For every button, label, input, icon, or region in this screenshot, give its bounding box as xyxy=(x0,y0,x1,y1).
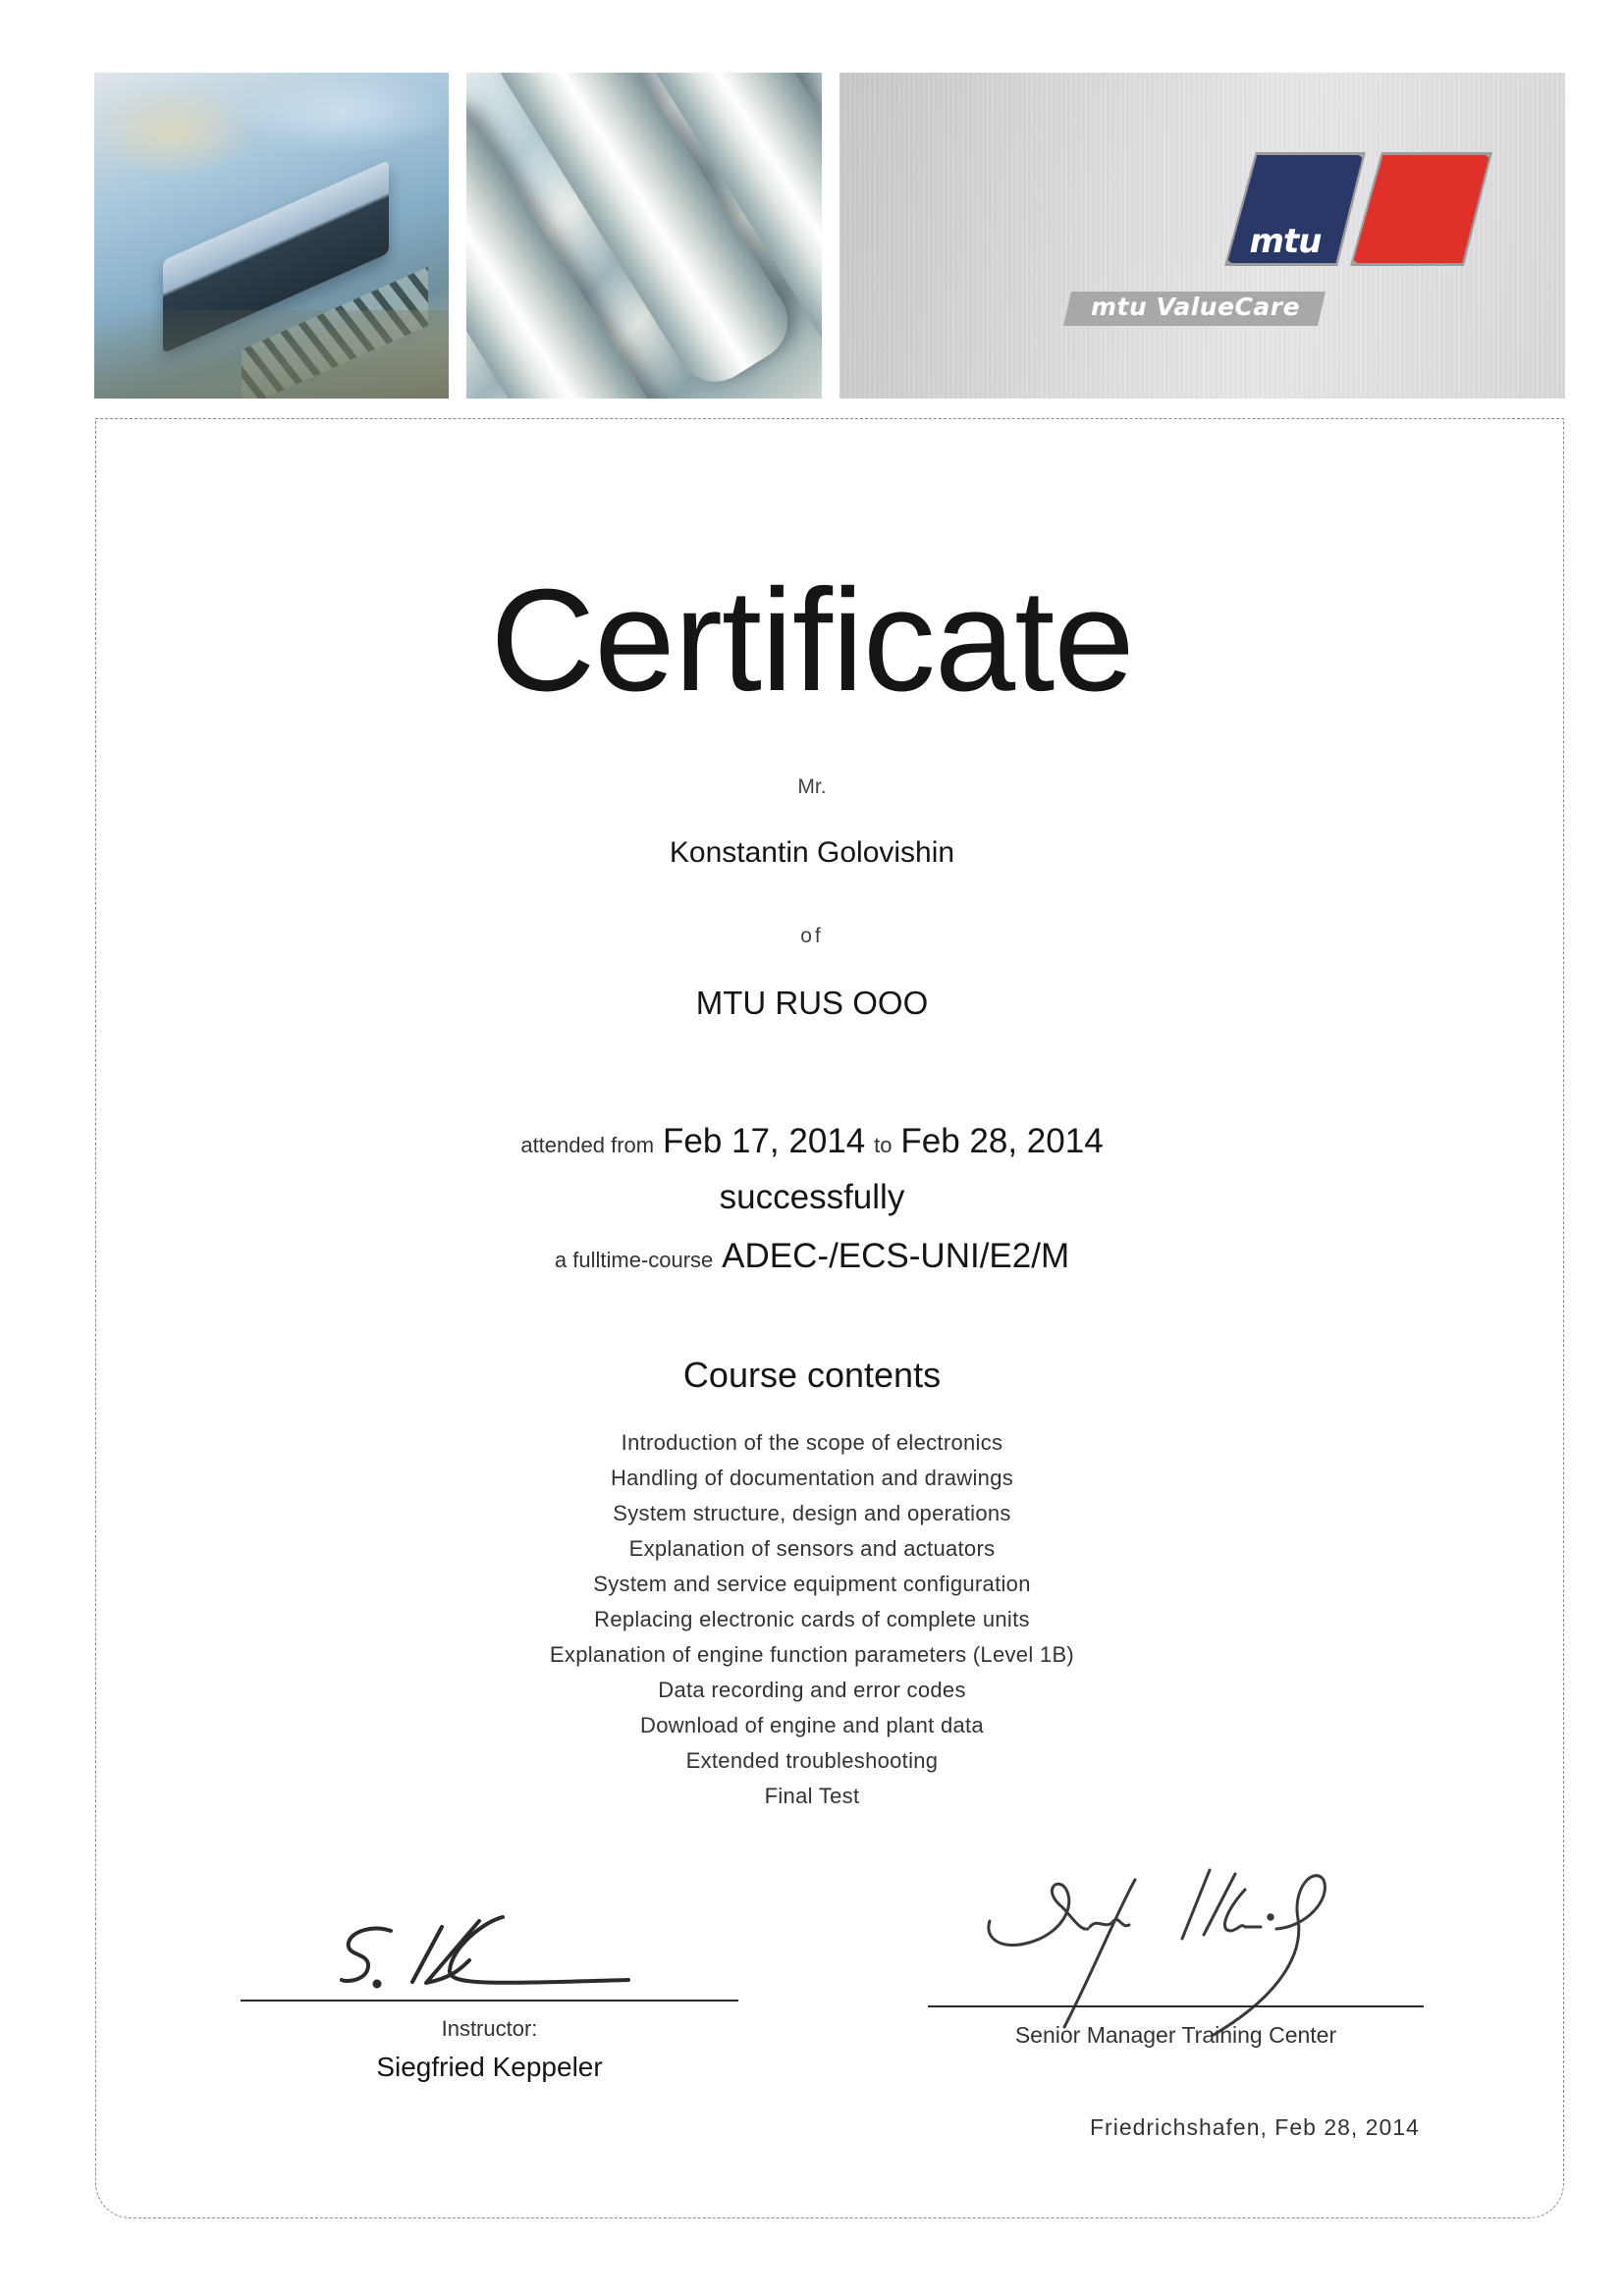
certificate-title: Certificate xyxy=(490,560,1134,721)
instructor-signature xyxy=(334,1909,668,2002)
end-date: Feb 28, 2014 xyxy=(900,1122,1104,1160)
list-item: Introduction of the scope of electronics xyxy=(621,1430,1003,1455)
manager-signature-line xyxy=(928,2005,1424,2007)
instructor-signature-line xyxy=(241,2000,738,2002)
valuecare-label: mtu ValueCare xyxy=(1090,293,1301,321)
attended-from-label: attended from xyxy=(520,1133,655,1157)
of-label: of xyxy=(800,925,824,947)
instructor-label: Instructor: xyxy=(441,2016,538,2041)
circuit-board-shape xyxy=(94,310,449,399)
engine-photo xyxy=(466,73,822,399)
list-item: Final Test xyxy=(764,1784,860,1808)
list-item: Explanation of engine function parameters (Level 1B) xyxy=(549,1642,1075,1667)
course-code: ADEC-/ECS-UNI/E2/M xyxy=(722,1237,1070,1275)
list-item: System and service equipment configuration xyxy=(593,1572,1031,1596)
recipient-name: Konstantin Golovishin xyxy=(669,836,955,869)
mtu-logo-red-block xyxy=(1353,155,1489,263)
attendance-dates xyxy=(0,1122,1624,1161)
list-item: System structure, design and operations xyxy=(613,1501,1011,1525)
course-contents-list xyxy=(0,1425,1624,1814)
mtu-wordmark: mtu xyxy=(1249,222,1322,261)
list-item: Download of engine and plant data xyxy=(640,1713,984,1737)
salutation: Mr. xyxy=(797,775,827,798)
list-item: Replacing electronic cards of complete units xyxy=(594,1607,1030,1631)
list-item: Explanation of sensors and actuators xyxy=(628,1536,996,1561)
result-text: successfully xyxy=(719,1178,905,1216)
course-line xyxy=(0,1237,1624,1276)
list-item: Handling of documentation and drawings xyxy=(610,1466,1014,1490)
electronics-photo xyxy=(94,73,449,399)
instructor-name: Siegfried Keppeler xyxy=(376,2052,603,2082)
company-name: MTU RUS OOO xyxy=(695,985,929,1021)
manager-title: Senior Manager Training Center xyxy=(1014,2022,1337,2048)
start-date: Feb 17, 2014 xyxy=(662,1122,866,1160)
to-label: to xyxy=(874,1133,893,1157)
course-prefix: a fulltime-course xyxy=(554,1248,714,1272)
list-item: Extended troubleshooting xyxy=(685,1748,939,1773)
brand-panel xyxy=(839,73,1565,399)
place-and-date: Friedrichshafen, Feb 28, 2014 xyxy=(1090,2114,1420,2140)
list-item: Data recording and error codes xyxy=(658,1678,966,1702)
course-contents-heading: Course contents xyxy=(682,1355,942,1395)
